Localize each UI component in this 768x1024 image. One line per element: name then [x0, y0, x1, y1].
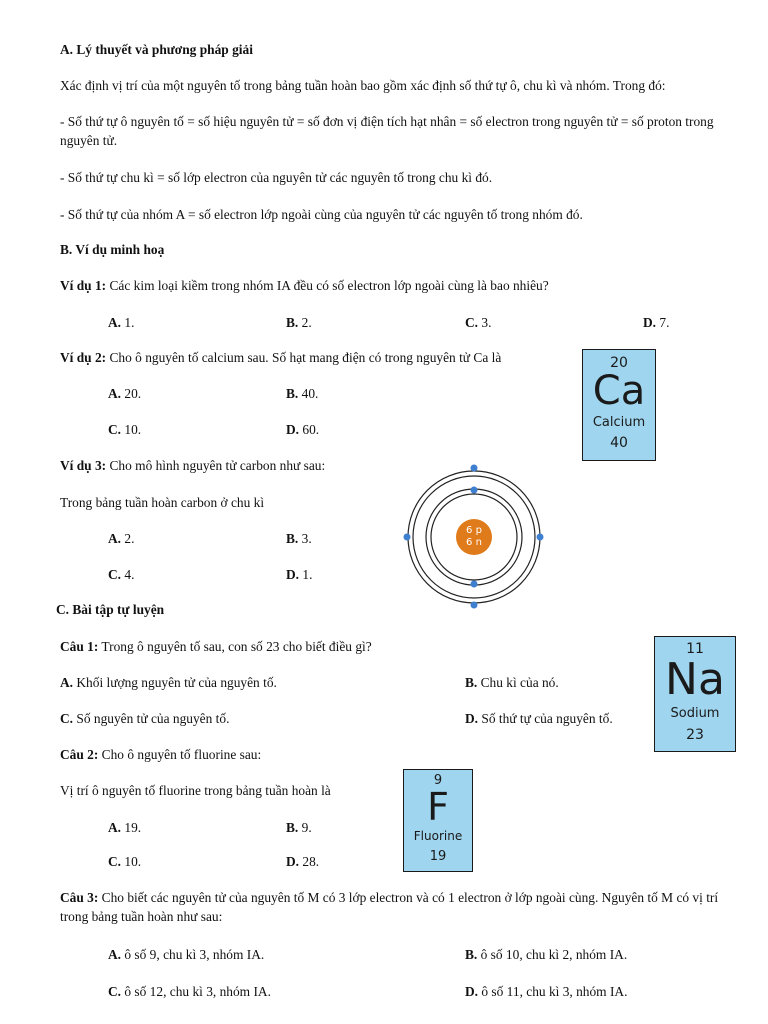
question-1-option-b[interactable]: B. Chu kì của nó. [465, 675, 559, 690]
example-2-question: Ví dụ 2: Cho ô nguyên tố calcium sau. Số hạt mang điện có trong nguyên tử Ca là [60, 350, 502, 365]
question-2-option-c[interactable]: C. 10. [108, 854, 142, 869]
example-3-stem: Trong bảng tuần hoàn carbon ở chu kì [60, 495, 265, 510]
question-1: Câu 1: Trong ô nguyên tố sau, con số 23 cho biết điều gì? [60, 639, 372, 654]
atomic-number: 20 [610, 355, 628, 371]
question-3: Câu 3: Cho biết các nguyên tử của nguyên tố M có 3 lớp electron và có 1 electron ở lớp ngoài cùng. Nguyên tố M có vị trí trong bảng tuần hoàn như sau: [60, 890, 719, 924]
element-symbol: F [427, 785, 449, 829]
example-2-option-c[interactable]: C. 10. [108, 422, 142, 437]
example-3-option-d[interactable]: D. 1. [286, 567, 313, 582]
atomic-mass: 40 [610, 435, 628, 451]
carbon-atom-model [400, 463, 548, 611]
atomic-mass: 19 [429, 849, 447, 864]
section-c-title: C. Bài tập tự luyện [56, 602, 165, 617]
nucleus-neutrons: 6 n [466, 537, 482, 548]
question-2-option-a[interactable]: A. 19. [108, 820, 142, 835]
question-2-stem: Vị trí ô nguyên tố fluorine trong bảng tuần hoàn là [60, 783, 331, 798]
example-2-option-a[interactable]: A. 20. [108, 386, 142, 401]
atomic-number: 11 [686, 641, 704, 657]
electron [471, 581, 478, 588]
element-tile-fluorine [403, 769, 473, 872]
example-1-option-a[interactable]: A. 1. [108, 315, 135, 330]
atomic-number: 9 [433, 773, 443, 788]
electron [404, 534, 411, 541]
element-name: Fluorine [413, 829, 463, 843]
question-1-option-c[interactable]: C. Số nguyên tử của nguyên tố. [60, 711, 230, 726]
question-1-option-a[interactable]: A. Khối lượng nguyên tử của nguyên tố. [60, 675, 277, 690]
question-2-option-b[interactable]: B. 9. [286, 820, 312, 835]
section-b-title: B. Ví dụ minh hoạ [60, 242, 165, 257]
element-name: Calcium [592, 415, 646, 430]
atomic-mass: 23 [686, 727, 704, 743]
electron [537, 534, 544, 541]
example-1-option-b[interactable]: B. 2. [286, 315, 312, 330]
question-1-option-d[interactable]: D. Số thứ tự của nguyên tố. [465, 711, 613, 726]
example-1-option-c[interactable]: C. 3. [465, 315, 492, 330]
question-3-option-b[interactable]: B. ô số 10, chu kì 2, nhóm IA. [465, 947, 628, 962]
element-tile-calcium [582, 349, 656, 461]
rule-group: - Số thứ tự của nhóm A = số electron lớp ngoài cùng của nguyên tử các nguyên tố trong nhóm đó. [60, 207, 583, 222]
electron [471, 602, 478, 609]
rule-period: - Số thứ tự chu kì = số lớp electron của nguyên tử các nguyên tố trong chu kì đó. [60, 170, 493, 185]
example-3-option-a[interactable]: A. 2. [108, 531, 135, 546]
example-2-option-b[interactable]: B. 40. [286, 386, 319, 401]
question-2: Câu 2: Cho ô nguyên tố fluorine sau: [60, 747, 262, 762]
element-tile-sodium [654, 636, 736, 752]
example-1-option-d[interactable]: D. 7. [643, 315, 670, 330]
element-symbol: Na [665, 654, 725, 705]
question-3-option-d[interactable]: D. ô số 11, chu kì 3, nhóm IA. [465, 984, 628, 999]
electron [471, 487, 478, 494]
example-3-option-c[interactable]: C. 4. [108, 567, 135, 582]
electron [471, 465, 478, 472]
question-3-option-c[interactable]: C. ô số 12, chu kì 3, nhóm IA. [108, 984, 271, 999]
rule-atomic-number: - Số thứ tự ô nguyên tố = số hiệu nguyên tử = số đơn vị điện tích hạt nhân = số electron trong nguyên tử = số proton trong nguyên tử. [60, 114, 714, 148]
element-symbol: Ca [592, 368, 646, 414]
example-3-option-b[interactable]: B. 3. [286, 531, 312, 546]
example-1-question: Ví dụ 1: Các kim loại kiềm trong nhóm IA đều có số electron lớp ngoài cùng là bao nhiêu? [60, 278, 549, 293]
section-a-intro: Xác định vị trí của một nguyên tố trong bảng tuần hoàn bao gồm xác định số thứ tự ô, chu kì và nhóm. Trong đó: [60, 78, 666, 93]
example-2-option-d[interactable]: D. 60. [286, 422, 320, 437]
nucleus-protons: 6 p [466, 525, 482, 536]
section-a-title: A. Lý thuyết và phương pháp giải [60, 42, 253, 57]
question-3-option-a[interactable]: A. ô số 9, chu kì 3, nhóm IA. [108, 947, 265, 962]
element-name: Sodium [670, 706, 720, 721]
example-3-question: Ví dụ 3: Cho mô hình nguyên tử carbon như sau: [60, 458, 326, 473]
question-2-option-d[interactable]: D. 28. [286, 854, 320, 869]
